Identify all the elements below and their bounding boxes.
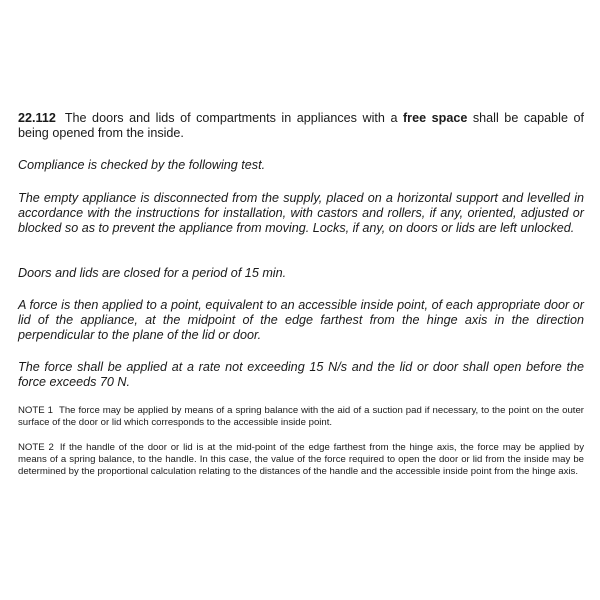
note-2-label: NOTE 2 (18, 442, 54, 453)
clause-bold-term: free space (402, 111, 468, 125)
note-1 (18, 405, 584, 429)
clause-number: 22.112 (18, 111, 56, 125)
document-page (18, 0, 584, 600)
note-2 (18, 442, 584, 478)
note-1-label: NOTE 1 (18, 405, 53, 416)
clause-text-before: The doors and lids of compartments in appliances with a (64, 111, 403, 125)
clause-text-after: shall be capable of being opened from the inside. (18, 111, 585, 140)
force-application-paragraph: A force is then applied to a point, equivalent to an accessible inside point, of each appropriate door or lid of the appliance, at the midpoint of the edge farthest from the hinge axis in the direction perpendicular to the plane of the lid or door. (18, 298, 584, 342)
note-1-text: The force may be applied by means of a spring balance with the aid of a suction pad if necessary, to the point on the outer surface of the door or lid which corresponds to the accessible inside point. (18, 405, 584, 428)
closing-period-paragraph: Doors and lids are closed for a period of 15 min. (18, 266, 287, 280)
note-2-text: If the handle of the door or lid is at the mid-point of the edge farthest from the hinge axis, the force may be applied by means of a spring balance, to the handle. In this case, the value of the force required to open the door or lid from the inside may be determined by the proportional calculation relating to the distances of the handle and the accessible inside point from the hinge axis. (18, 442, 585, 477)
clause-22-112 (18, 111, 584, 141)
test-setup-paragraph: The empty appliance is disconnected from the supply, placed on a horizontal support and levelled in accordance with the instructions for installation, with castors and rollers, if any, oriented, adjusted or blocked so as to prevent the appliance from moving. Locks, if any, on doors or lids are left unlocked. (18, 191, 584, 235)
force-rate-paragraph: The force shall be applied at a rate not exceeding 15 N/s and the lid or door shall open before the force exceeds 70 N. (18, 360, 584, 389)
compliance-paragraph: Compliance is checked by the following test. (18, 158, 266, 172)
